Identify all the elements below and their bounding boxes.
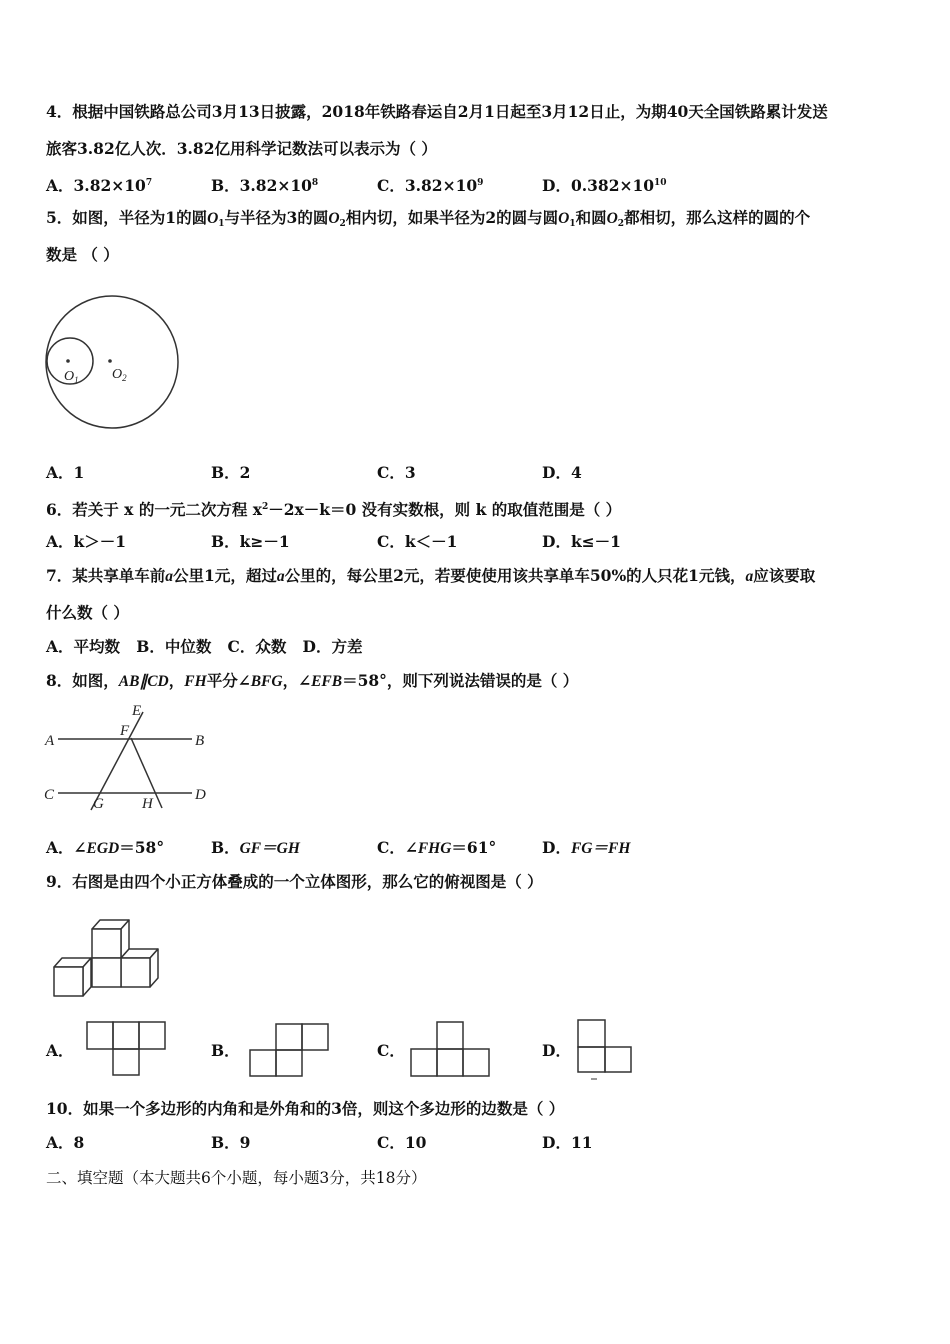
q5-option-c: C．3 [377, 463, 416, 482]
q5-option-a: A．1 [46, 463, 85, 482]
q9-option-d-figure [576, 1018, 636, 1083]
label-h: H [142, 796, 153, 812]
q5-circles-figure [40, 290, 185, 430]
q8-option-c: C．∠FHG＝61° [377, 838, 497, 857]
circle-o2 [46, 296, 178, 428]
q9-option-b-label: B． [211, 1041, 240, 1060]
q4-line1: 4．根据中国铁路总公司3月13日披露，2018年铁路春运自2月1日起至3月12日止，为期40天全国铁路累计发送 [46, 102, 828, 121]
label-o1: $O_1$ [64, 369, 79, 385]
q8-option-a: A．∠EGD＝58° [46, 838, 165, 857]
q6-option-b: B．k≥－1 [211, 532, 290, 551]
q9-cubes-figure [50, 915, 170, 1000]
q10-option-d: D．11 [542, 1133, 593, 1152]
q9-line: 9．右图是由四个小正方体叠成的一个立体图形，那么它的俯视图是（ ） [46, 872, 543, 891]
q9-option-c-figure [409, 1020, 494, 1080]
q10-option-a: A．8 [46, 1133, 85, 1152]
q9-option-d-label: D． [542, 1041, 571, 1060]
q10-option-c: C．10 [377, 1133, 427, 1152]
q5-option-b: B．2 [211, 463, 251, 482]
label-c: C [44, 787, 55, 803]
q4-line2: 旅客3.82亿人次．3.82亿用科学记数法可以表示为（ ） [46, 139, 437, 158]
q5-option-d: D．4 [542, 463, 582, 482]
q9-option-c-label: C． [377, 1041, 405, 1060]
center-o1-dot [66, 359, 70, 363]
q10-option-b: B．9 [211, 1133, 251, 1152]
cube-left-front-face [54, 967, 83, 996]
q6-option-a: A．k＞－1 [46, 532, 127, 551]
label-a: A [45, 733, 55, 749]
q7-options: A．平均数 B．中位数 C．众数 D．方差 [46, 637, 363, 656]
q5-line2: 数是 （ ） [46, 245, 119, 264]
q7-line1: 7．某共享单车前a公里1元，超过a公里的，每公里2元，若要使使用该共享单车50%的人只花1元钱，a应该要取 [46, 566, 816, 585]
q6-option-c: C．k＜－1 [377, 532, 458, 551]
label-b: B [195, 733, 205, 749]
q6-option-d: D．k≤－1 [542, 532, 621, 551]
label-g: G [93, 796, 104, 812]
q8-parallel-lines-figure [40, 700, 215, 815]
q9-option-b-figure [249, 1022, 334, 1082]
q9-option-a-label: A． [46, 1041, 74, 1060]
q7-line2: 什么数（ ） [46, 603, 129, 622]
q8-option-b: B．GF＝GH [211, 838, 300, 857]
q4-option-b: B．$3.82\times 10^8$ [211, 176, 319, 195]
q4-option-a: A．$3.82\times 10^7$ [46, 176, 153, 195]
label-e: E [132, 703, 142, 719]
center-o2-dot [108, 359, 112, 363]
q9-option-a-figure [85, 1020, 170, 1080]
section-2-heading: 二、填空题（本大题共6个小题，每小题3分，共18分） [46, 1169, 427, 1187]
q8-option-d: D．FG＝FH [542, 838, 631, 857]
label-o2: $O_2$ [112, 367, 127, 383]
cube-top-front-face [92, 929, 121, 958]
label-d: D [195, 787, 206, 803]
q4-option-d: D．$0.382\times 10^{10}$ [542, 176, 667, 195]
label-f: F [120, 723, 130, 739]
q10-line: 10．如果一个多边形的内角和是外角和的3倍，则这个多边形的边数是（ ） [46, 1099, 565, 1118]
cube-right-front-face [121, 958, 150, 987]
q5-line1: 5．如图，半径为1的圆$O_1$与半径为3的圆$O_2$相内切，如果半径为2的圆与圆$O_1$和圆$O_2$都相切，那么这样的圆的个 [46, 208, 811, 229]
cube-middle-front-face [92, 958, 121, 987]
q6-line: 6．若关于 x 的一元二次方程 $x^2-2x-k=0$ 没有实数根，则 k 的取值范围是（ ） [46, 500, 622, 519]
q8-line: 8．如图，AB∥CD，FH平分∠BFG，∠EFB＝58°，则下列说法错误的是（ ） [46, 671, 579, 690]
q4-option-c: C．$3.82\times 10^9$ [377, 176, 484, 195]
